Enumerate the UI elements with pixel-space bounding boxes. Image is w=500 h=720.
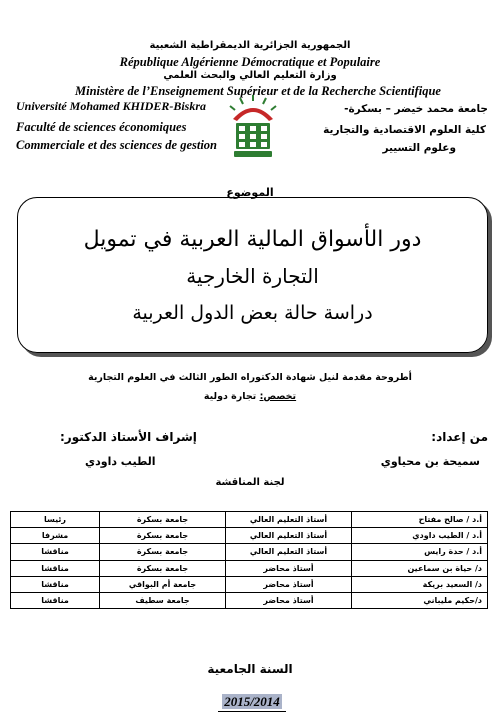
student-name: سميحة بن محياوي [380,455,480,468]
member-role: مشرفا [11,528,100,544]
member-rank: أستاذ التعليم العالي [226,528,352,544]
subject-label: الموضوع [226,186,274,199]
member-institution: جامعة سطيف [100,592,226,608]
logo-rays [230,95,276,110]
member-rank: أستاذ التعليم العالي [226,544,352,560]
member-institution: جامعة بسكرة [100,512,226,528]
supervisor-label: إشراف الأستاذ الدكتور: [60,430,197,444]
faculty-ar: كلية العلوم الاقتصادية والتجارية [323,124,486,136]
committee-label: لجنة المناقشة [215,477,285,488]
member-institution: جامعة بسكرة [100,560,226,576]
member-role: رئيسا [11,512,100,528]
member-name: أ.د / صالح مفتاح [352,512,488,528]
prepared-by-label: من إعداد: [431,430,488,444]
table-row [11,592,488,608]
logo-base [234,151,272,157]
university-fr: Université Mohamed KHIDER-Biskra [16,99,207,113]
member-institution: جامعة أم البواقي [100,576,226,592]
table-row [11,560,488,576]
academic-year-label: السنة الجامعية [207,662,293,676]
academic-year-text: 2015/2014 [224,694,280,709]
ministry-fr: Ministère de l’Enseignement Supérieur et de la Recherche Scientifique [75,84,441,98]
republic-fr: République Algérienne Démocratique et Populaire [119,55,381,69]
member-name: د/ السعيد بريكة [352,576,488,592]
thesis-title-line-1: دور الأسواق المالية العربية في تمويل [83,226,422,252]
university-ar: جامعة محمد خيضر – بسكرة- [344,103,488,115]
member-institution: جامعة بسكرة [100,528,226,544]
table-row [11,544,488,560]
table-row [11,528,488,544]
member-name: أ.د / حدة رايس [352,544,488,560]
republic-ar: الجمهورية الجزائرية الديمقراطية الشعبية [149,40,351,51]
committee-table [10,511,488,609]
table-row [11,576,488,592]
specialty-line [0,391,500,402]
specialty-value: تجارة دولية [203,391,257,402]
table-row [11,512,488,528]
member-rank: أستاذ التعليم العالي [226,512,352,528]
member-role: مناقشا [11,560,100,576]
member-role: مناقشا [11,544,100,560]
university-logo-icon [225,95,281,159]
member-rank: أستاذ محاضر [226,592,352,608]
thesis-title-line-3: دراسة حالة بعض الدول العربية [132,301,373,324]
thesis-degree-line: أطروحة مقدمة لنيل شهادة الدكتوراه الطور الثالث في العلوم التجارية [88,372,412,383]
member-name: د/حكيم مليباني [352,592,488,608]
member-role: مناقشا [11,576,100,592]
logo-grid [239,126,267,147]
academic-year-value [218,693,286,712]
department-fr: Commerciale et des sciences de gestion [16,138,218,152]
member-rank: أستاذ محاضر [226,576,352,592]
department-ar: وعلوم التسيير [382,142,456,154]
thesis-title-box [17,197,488,353]
member-institution: جامعة بسكرة [100,544,226,560]
ministry-ar: وزارة التعليم العالي والبحث العلمي [163,70,337,81]
member-rank: أستاذ محاضر [226,560,352,576]
member-name: د/ حياة بن سماعين [352,560,488,576]
member-name: أ.د / الطيب داودي [352,528,488,544]
thesis-title-line-2: التجارة الخارجية [186,263,319,288]
member-role: مناقشا [11,592,100,608]
supervisor-name: الطيب داودي [85,455,156,468]
logo-arch [233,108,273,121]
faculty-fr: Faculté de sciences économiques [16,120,187,134]
specialty-label: تخصص: [259,391,297,402]
